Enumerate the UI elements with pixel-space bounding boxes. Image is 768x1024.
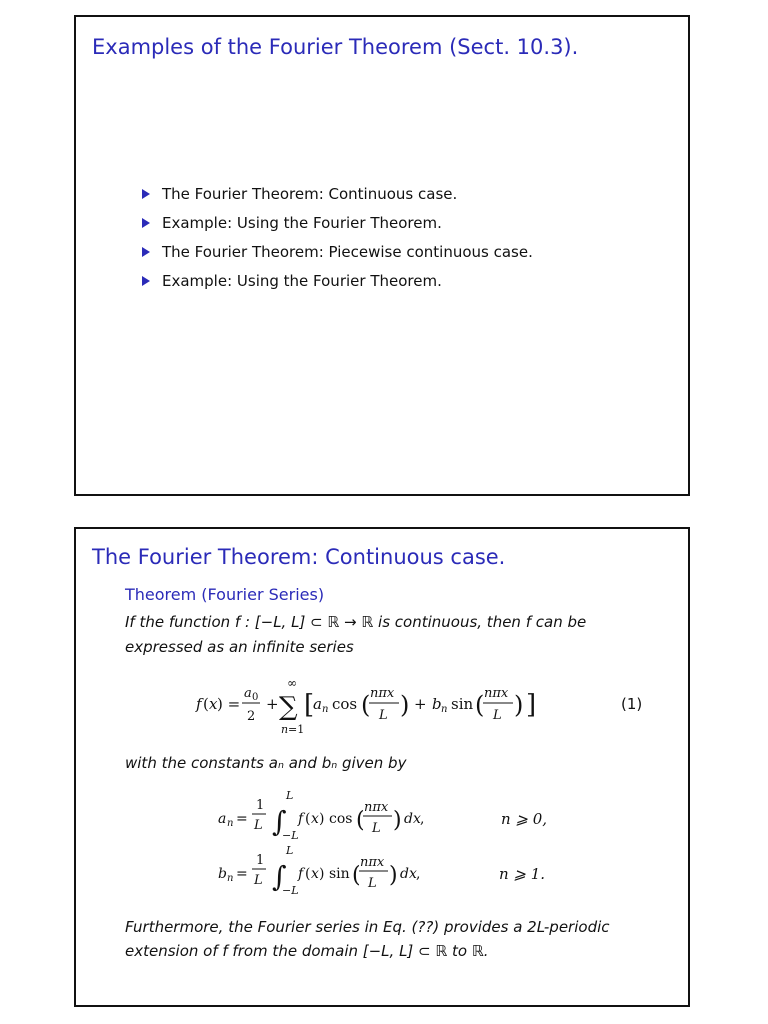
svg-text:=: = [236,811,248,827]
constants-text: with the constants aₙ and bₙ given by [125,754,407,772]
svg-text:1: 1 [256,798,265,813]
outline-list [142,183,533,299]
svg-text:f: f [196,695,202,713]
svg-text:a: a [313,695,322,713]
theorem-heading: Theorem (Fourier Series) [125,585,325,604]
fourier-series-equation [186,669,576,739]
svg-text:∫: ∫ [272,805,287,838]
svg-text:∞: ∞ [287,676,297,690]
list-item: The Fourier Theorem: Piecewise continuous case. [142,241,533,270]
triangle-bullet-icon [142,218,150,228]
svg-text:nπx: nπx [370,686,395,701]
svg-text:=1: =1 [288,723,305,736]
svg-text:dx: dx [400,866,417,882]
theorem-line-2: expressed as an infinite series [125,638,354,656]
svg-text:(: ( [475,691,485,719]
svg-text:0: 0 [252,692,259,703]
furthermore-line-1: Furthermore, the Fourier series in Eq. (??) provides a 2L-periodic [125,918,610,936]
svg-text:∑: ∑ [279,692,298,722]
svg-text:L: L [493,708,502,723]
svg-text:1: 1 [256,853,265,868]
svg-text:nπx: nπx [484,686,509,701]
svg-text:a: a [244,686,252,701]
svg-text:∫: ∫ [272,860,287,893]
svg-text:sin: sin [329,866,350,882]
svg-text:): ) [393,808,402,833]
triangle-bullet-icon [142,247,150,257]
svg-text:]: ] [526,690,537,720]
svg-text:(: ( [305,866,311,882]
svg-text:) =: ) = [217,695,241,713]
svg-text:,: , [416,866,421,882]
svg-text:n: n [227,873,234,884]
svg-text:(: ( [352,863,361,888]
svg-text:−L: −L [282,829,299,842]
svg-text:n: n [441,704,448,715]
slide-1 [74,15,690,496]
svg-text:+: + [414,695,427,713]
svg-text:x: x [209,695,218,713]
svg-text:): ) [389,863,398,888]
svg-text:L: L [379,708,388,723]
list-item: Example: Using the Fourier Theorem. [142,212,533,241]
equation-number: (1) [621,695,643,713]
svg-text:L: L [286,789,294,802]
list-item: The Fourier Theorem: Continuous case. [142,183,533,212]
svg-text:n: n [322,704,329,715]
svg-text:L: L [254,818,263,833]
svg-text:b: b [432,695,442,713]
svg-text:): ) [319,811,325,827]
slide-2 [74,527,690,1007]
svg-text:f: f [298,866,304,882]
svg-text:(: ( [356,808,365,833]
svg-text:2: 2 [247,709,256,724]
svg-text:−L: −L [282,884,299,897]
svg-text:): ) [514,691,524,719]
svg-text:n: n [281,723,289,736]
bn-condition: n ⩾ 1. [499,865,546,883]
svg-text:nπx: nπx [364,800,389,815]
svg-text:sin: sin [451,695,474,713]
svg-text:=: = [236,866,248,882]
svg-text:): ) [400,691,410,719]
svg-text:(: ( [361,691,371,719]
slide-2-title: The Fourier Theorem: Continuous case. [92,545,506,569]
svg-text:x: x [311,811,319,827]
list-item: Example: Using the Fourier Theorem. [142,270,533,299]
furthermore-line-2: extension of f from the domain [−L, L] ⊂ ℝ to ℝ. [125,942,489,960]
slide-1-title: Examples of the Fourier Theorem (Sect. 10.3). [92,35,579,59]
triangle-bullet-icon [142,189,150,199]
svg-text:b: b [218,866,227,882]
svg-text:L: L [368,876,377,891]
svg-text:L: L [372,821,381,836]
coefficient-equations [206,787,466,899]
svg-text:a: a [218,811,227,827]
svg-text:dx: dx [404,811,421,827]
svg-text:(: ( [305,811,311,827]
svg-text:f: f [298,811,304,827]
an-condition: n ⩾ 0, [501,810,548,828]
svg-text:,: , [420,811,425,827]
svg-text:nπx: nπx [360,855,385,870]
svg-text:(: ( [203,695,209,713]
svg-text:): ) [319,866,325,882]
svg-text:n: n [227,818,234,829]
svg-text:cos: cos [332,695,358,713]
svg-text:L: L [254,873,263,888]
svg-text:[: [ [304,690,315,720]
svg-text:cos: cos [329,811,353,827]
svg-text:+: + [266,695,279,713]
theorem-line-1: If the function f : [−L, L] ⊂ ℝ → ℝ is continuous, then f can be [125,613,587,631]
svg-text:L: L [286,844,294,857]
triangle-bullet-icon [142,276,150,286]
svg-text:x: x [311,866,319,882]
